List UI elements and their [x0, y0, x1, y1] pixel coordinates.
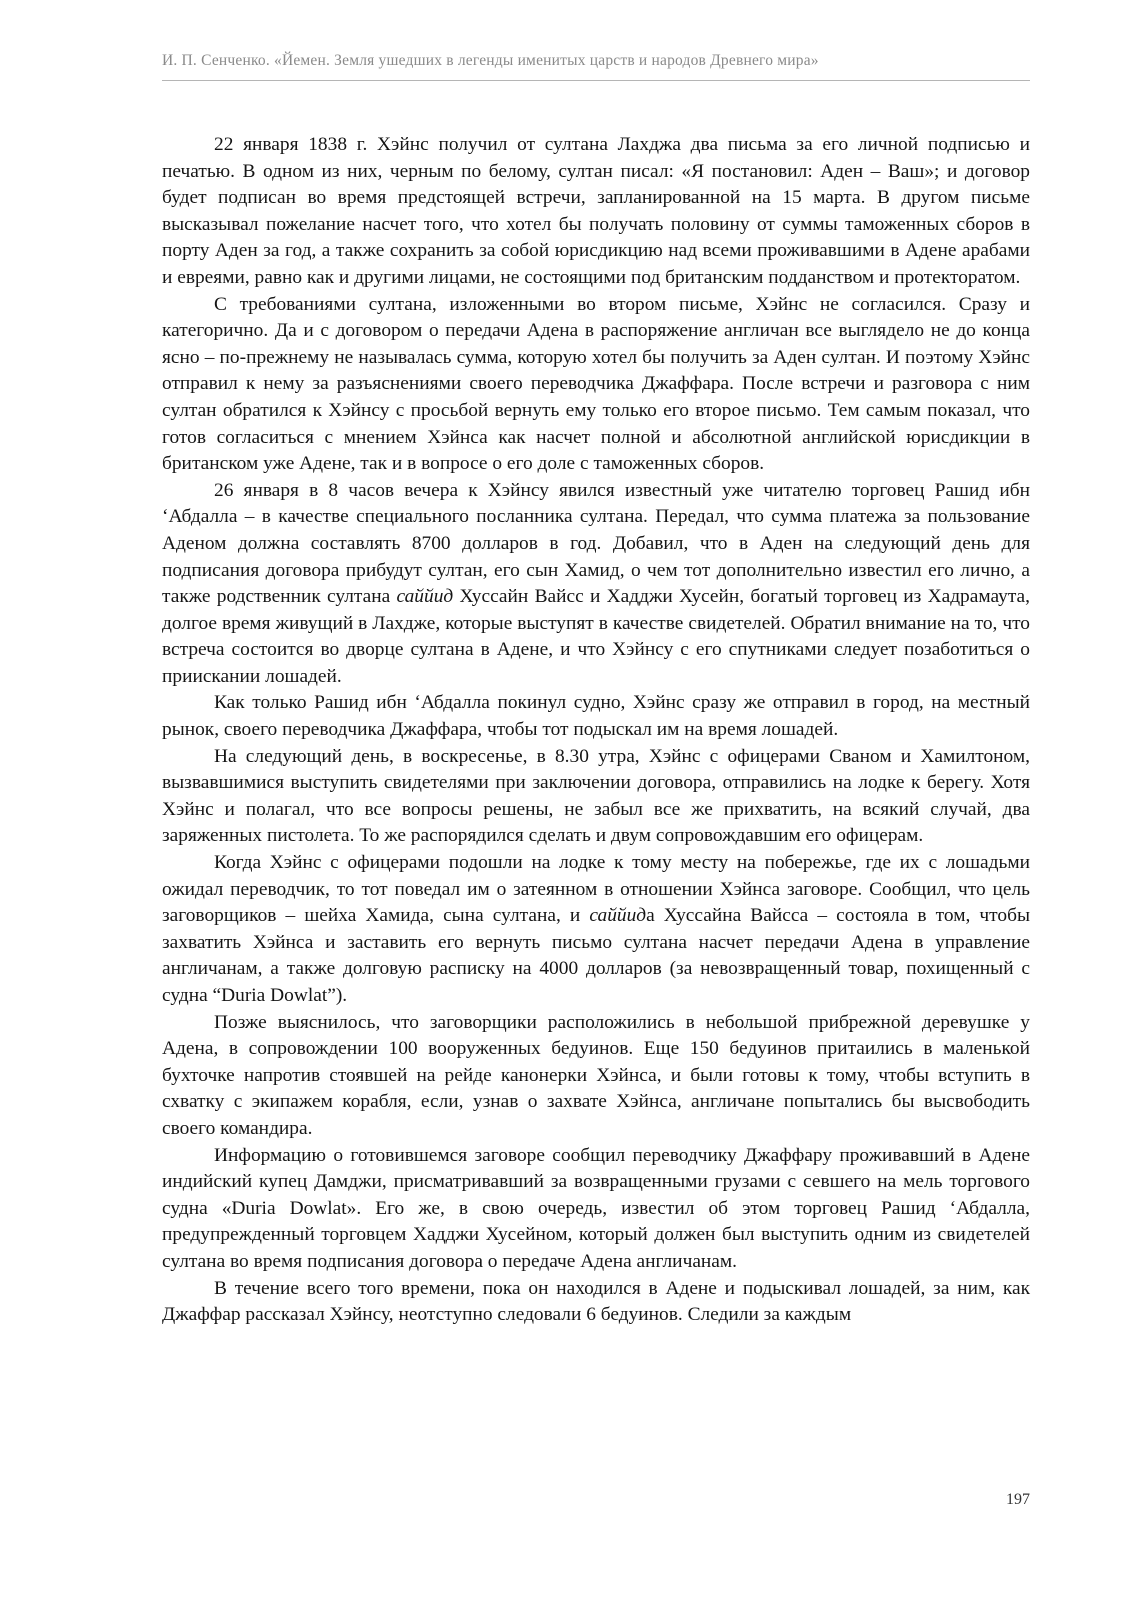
- paragraph: На следующий день, в воскресенье, в 8.30 утра, Хэйнс с офицерами Сваном и Хамилтоном, вызвавшимися выступить свидетелями при заключении договора, отправились на лодке к берегу. Хотя Хэйнс и полагал, что все вопросы решены, не забыл все же прихватить, на всякий случай, два заряженных пистолета. То же распорядился сделать и двум сопровождавшим его офицерам.: [162, 745, 1030, 847]
- italic-term: саййид: [589, 905, 647, 927]
- paragraph: Информацию о готовившемся заговоре сообщил переводчику Джаффару проживавший в Адене индийский купец Дамджи, присматривавший за возвращенными грузами с севшего на мель торгового судна «Duria Dowlat». Его же, в свою очередь, известил об этом торговец Рашид ‘Абдалла, предупрежденный торговцем Хадджи Хусейном, который должен был выступить одним из свидетелей султана во время подписания договора о передаче Адена англичанам.: [162, 1144, 1030, 1272]
- main-text: [162, 132, 1030, 1329]
- header-rule: [162, 80, 1030, 81]
- paragraph: С требованиями султана, изложенными во втором письме, Хэйнс не согласился. Сразу и категорично. Да и с договором о передачи Адена в распоряжение англичан все выглядело не до конца ясно – по-прежнему не называлась сумма, которую хотел бы получить за Аден султан. И поэтому Хэйнс отправил к нему за разъяснениями своего переводчика Джаффара. После встречи и разговора с ним султан обратился к Хэйнсу с просьбой вернуть ему только его второе письмо. Тем самым показал, что готов согласиться с мнением Хэйнса как насчет полной и абсолютной английской юрисдикции в британском уже Адене, так и в вопросе о его доле с таможенных сборов.: [162, 293, 1030, 475]
- italic-term: саййид: [396, 586, 454, 608]
- paragraph: Позже выяснилось, что заговорщики расположились в небольшой прибрежной деревушке у Адена, в сопровождении 100 вооруженных бедуинов. Еще 150 бедуинов притаились в маленькой бухточке напротив стоявшей на рейде канонерки Хэйнса, и были готовы к тому, чтобы вступить в схватку с экипажем корабля, если, узнав о захвате Хэйнса, англичане попытались бы высвободить своего командира.: [162, 1011, 1030, 1139]
- paragraph: В течение всего того времени, пока он находился в Адене и подыскивал лошадей, за ним, как Джаффар рассказал Хэйнсу, неотступно следовали 6 бедуинов. Следили за каждым: [162, 1277, 1030, 1326]
- paragraph: 26 января в 8 часов вечера к Хэйнсу явился известный уже читателю торговец Рашид ибн ‘Абдалла – в качестве специального посланника султана. Передал, что сумма платежа за пользование Аденом должна составлять 8700 долларов в год. Добавил, что в Аден на следующий день для подписания договора прибудут султан, его сын Хамид, о чем тот дополнительно известил его лично, а также родственник султана саййид Хуссайн Вайсс и Хадджи Хусейн, богатый торговец из Хадрамаута, долгое время живущий в Лахдже, которые выступят в качестве свидетелей. Обратил внимание на то, что встреча состоится во дворце султана в Адене, и что Хэйнсу с его спутниками следует позаботиться о приискании лошадей.: [162, 479, 1030, 687]
- paragraph: Как только Рашид ибн ‘Абдалла покинул судно, Хэйнс сразу же отправил в город, на местный рынок, своего переводчика Джаффара, чтобы тот подыскал им на время лошадей.: [162, 692, 1030, 741]
- paragraph: Когда Хэйнс с офицерами подошли на лодке к тому месту на побережье, где их с лошадьми ожидал переводчик, то тот поведал им о затеянном в отношении Хэйнса заговоре. Сообщил, что цель заговорщиков – шейха Хамида, сына султана, и саййида Хуссайна Вайсса – состояла в том, чтобы захватить Хэйнса и заставить его вернуть письмо султана насчет передачи Адена в управление англичанам, а также долговую расписку на 4000 долларов (за невозвращенный товар, похищенный с судна “Duria Dowlat”).: [162, 852, 1030, 1006]
- page-number: 197: [1006, 1491, 1030, 1508]
- paragraph: 22 января 1838 г. Хэйнс получил от султана Лахджа два письма за его личной подписью и печатью. В одном из них, черным по белому, султан писал: «Я постановил: Аден – Ваш»; и договор будет подписан во время предстоящей встречи, запланированной на 15 марта. В другом письме высказывал пожелание насчет того, что хотел бы получать половину от суммы таможенных сборов в порту Аден за год, а также сохранить за собой юрисдикцию над всеми проживавшими в Адене арабами и евреями, равно как и другими лицами, не состоящими под британским подданством и протекторатом.: [162, 134, 1030, 288]
- running-header: И. П. Сенченко. «Йемен. Земля ушедших в легенды именитых царств и народов Древнего мира»: [162, 52, 819, 69]
